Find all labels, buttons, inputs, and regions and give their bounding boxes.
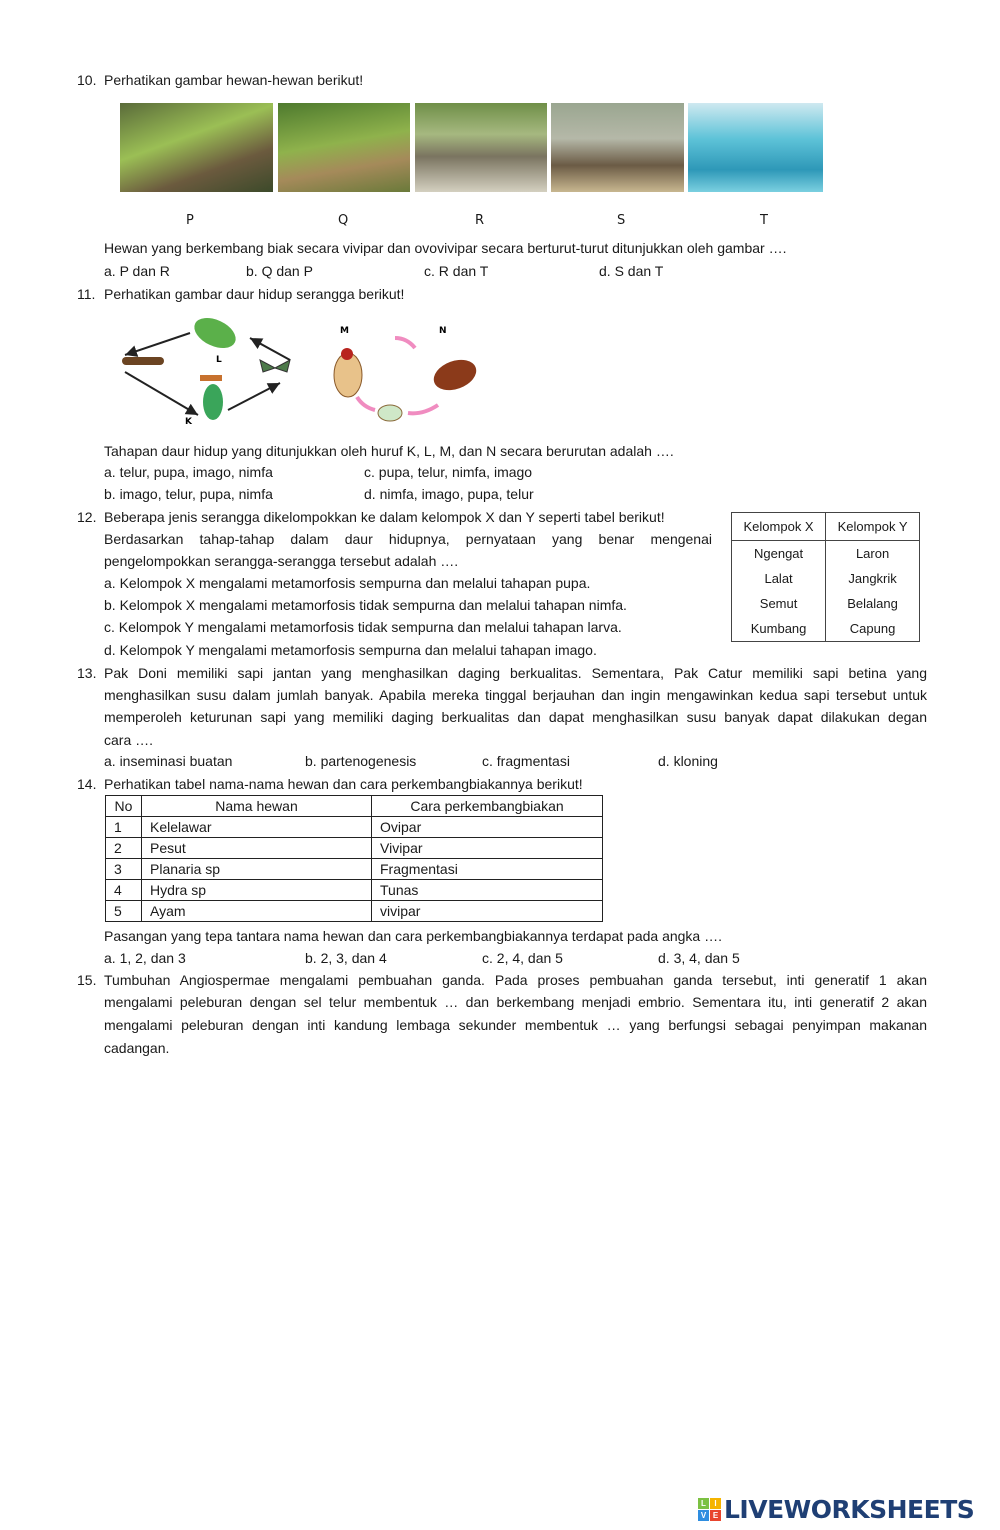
image-label-r: R <box>475 213 485 228</box>
q10-option-c[interactable]: c. R dan T <box>424 263 489 279</box>
q15-line-3: mengalami peleburan dengan inti kandung lembaga sekunder membentuk … yang berfungsi sebagai penyimpan makanan <box>104 1017 927 1033</box>
duck-image <box>551 103 684 192</box>
q11-option-d[interactable]: d. nimfa, imago, pupa, telur <box>364 486 534 502</box>
q12-option-d[interactable]: d. Kelompok Y mengalami metamorfosis sempurna dan melalui tahapan imago. <box>104 642 597 658</box>
q15-line-4: cadangan. <box>104 1040 170 1056</box>
label-m: M <box>340 326 349 336</box>
seal-image <box>688 103 823 192</box>
q15-line-2: mengalami peleburan dengan sel telur membentuk … dan berkembang menjadi embrio. Sementara itu, inti generatif 2 akan <box>104 994 927 1010</box>
q11-option-c[interactable]: c. pupa, telur, nimfa, imago <box>364 464 533 480</box>
cell: Kumbang <box>732 616 826 642</box>
cell: Laron <box>826 541 920 567</box>
table-row <box>106 838 603 859</box>
q11-option-a[interactable]: a. telur, pupa, imago, nimfa <box>104 464 273 480</box>
cell: Belalang <box>826 591 920 616</box>
image-label-q: Q <box>338 213 349 228</box>
q14-option-c[interactable]: c. 2, 4, dan 5 <box>482 950 563 966</box>
cell: 3 <box>106 859 142 880</box>
q11-option-b[interactable]: b. imago, telur, pupa, nimfa <box>104 486 273 502</box>
table-row <box>732 591 920 616</box>
q13-option-b[interactable]: b. partenogenesis <box>305 753 417 769</box>
table-row <box>732 541 920 567</box>
animal-reproduction-table <box>105 795 603 922</box>
q13-number: 13. <box>77 665 97 681</box>
cell: Fragmentasi <box>372 859 603 880</box>
table-row <box>106 880 603 901</box>
q12-line-3: pengelompokkan serangga-serangga tersebut adalah …. <box>104 553 459 569</box>
label-n: N <box>439 326 447 336</box>
q12-number: 12. <box>77 509 97 525</box>
q10-option-d[interactable]: d. S dan T <box>599 263 664 279</box>
table-row <box>106 817 603 838</box>
q11-question: Tahapan daur hidup yang ditunjukkan oleh huruf K, L, M, dan N secara berurutan adalah …. <box>104 443 674 459</box>
image-label-p: P <box>186 213 194 228</box>
cell: Tunas <box>372 880 603 901</box>
cell: Lalat <box>732 566 826 591</box>
q13-line-3: memperoleh keturunan sapi yang memiliki daging berkualitas dan dapat menghasilkan susu banyak dapat dilakukan degan <box>104 709 927 725</box>
q14-option-b[interactable]: b. 2, 3, dan 4 <box>305 950 387 966</box>
q14-option-a[interactable]: a. 1, 2, dan 3 <box>104 950 186 966</box>
q13-option-a[interactable]: a. inseminasi buatan <box>104 753 233 769</box>
header-kelompok-x: Kelompok X <box>732 513 826 541</box>
cell: Jangkrik <box>826 566 920 591</box>
table-row <box>106 859 603 880</box>
cell: Ngengat <box>732 541 826 567</box>
insect-group-table <box>731 512 920 642</box>
q13-option-d[interactable]: d. kloning <box>658 753 718 769</box>
civet-image <box>278 103 410 192</box>
q13-line-2: menghasilkan susu dalam jumlah banyak. Apabila mereka tinggal berjauhan dan ingin mengawinkan kedua sapi tersebut untuk <box>104 687 927 703</box>
header-cara: Cara perkembangbiakan <box>372 796 603 817</box>
q12-line-2: Berdasarkan tahap-tahap dalam daur hidupnya, pernyataan yang benar mengenai <box>104 531 712 547</box>
image-label-t: T <box>760 213 768 228</box>
q11-prompt: Perhatikan gambar daur hidup serangga berikut! <box>104 286 405 302</box>
cell: Semut <box>732 591 826 616</box>
badge-letter: I <box>710 1498 721 1509</box>
complete-metamorphosis-cycle <box>122 312 290 427</box>
cell: Kelelawar <box>142 817 372 838</box>
live-badge-icon <box>698 1498 721 1521</box>
q10-number: 10. <box>77 72 97 88</box>
header-nama-hewan: Nama hewan <box>142 796 372 817</box>
cell: Hydra sp <box>142 880 372 901</box>
crocodile-image <box>415 103 547 192</box>
egg-on-leaf-icon <box>190 312 241 354</box>
egg-case-icon <box>378 405 402 421</box>
cell: Vivipar <box>372 838 603 859</box>
image-label-s: S <box>617 213 626 228</box>
pupa-icon <box>203 384 223 420</box>
header-kelompok-y: Kelompok Y <box>826 513 920 541</box>
q10-option-b[interactable]: b. Q dan P <box>246 263 313 279</box>
q13-option-c[interactable]: c. fragmentasi <box>482 753 570 769</box>
q14-question: Pasangan yang tepa tantara nama hewan dan cara perkembangbiakannya terdapat pada angka …. <box>104 928 722 944</box>
cell: vivipar <box>372 901 603 922</box>
q14-prompt: Perhatikan tabel nama-nama hewan dan cara perkembangbiakannya berikut! <box>104 776 583 792</box>
cell: Capung <box>826 616 920 642</box>
q10-prompt: Perhatikan gambar hewan-hewan berikut! <box>104 72 364 88</box>
badge-letter: V <box>698 1510 709 1521</box>
badge-letter: E <box>710 1510 721 1521</box>
cell: 1 <box>106 817 142 838</box>
q11-number: 11. <box>77 286 96 302</box>
q13-line-1: Pak Doni memiliki sapi jantan yang menghasilkan daging berkualitas. Sementara, Pak Catur memiliki sapi betina yang <box>104 665 927 681</box>
cockroach-icon <box>430 354 481 395</box>
q14-option-d[interactable]: d. 3, 4, dan 5 <box>658 950 740 966</box>
caterpillar-icon <box>122 357 164 365</box>
q10-question: Hewan yang berkembang biak secara vivipar dan ovovivipar secara berturut-turut ditunjukkan oleh gambar …. <box>104 240 787 256</box>
q13-line-4: cara …. <box>104 732 154 748</box>
cell: Ovipar <box>372 817 603 838</box>
table-row <box>106 901 603 922</box>
life-cycle-diagram <box>110 310 490 435</box>
cell: 4 <box>106 880 142 901</box>
liveworksheets-logo <box>698 1494 974 1524</box>
label-l: L <box>216 355 222 365</box>
cell: 2 <box>106 838 142 859</box>
table-row <box>732 566 920 591</box>
header-no: No <box>106 796 142 817</box>
q14-number: 14. <box>77 776 97 792</box>
q12-option-c[interactable]: c. Kelompok Y mengalami metamorfosis tidak sempurna dan melalui tahapan larva. <box>104 619 622 635</box>
logo-text: LIVEWORKSHEETS <box>724 1494 975 1524</box>
q12-option-b[interactable]: b. Kelompok X mengalami metamorfosis tidak sempurna dan melalui tahapan nimfa. <box>104 597 627 613</box>
cell: Ayam <box>142 901 372 922</box>
incomplete-metamorphosis-cycle <box>334 326 480 421</box>
q15-number: 15. <box>77 972 97 988</box>
label-k: K <box>185 417 192 427</box>
badge-letter: L <box>698 1498 709 1509</box>
q15-line-1: Tumbuhan Angiospermae mengalami pembuahan ganda. Pada proses pembuahan ganda tersebut, inti generatif 1 akan <box>104 972 927 988</box>
cell: 5 <box>106 901 142 922</box>
q12-line-1: Beberapa jenis serangga dikelompokkan ke dalam kelompok X dan Y seperti tabel berikut! <box>104 509 665 525</box>
q12-option-a[interactable]: a. Kelompok X mengalami metamorfosis sempurna dan melalui tahapan pupa. <box>104 575 591 591</box>
cell: Planaria sp <box>142 859 372 880</box>
butterfly-icon <box>260 360 290 372</box>
cell: Pesut <box>142 838 372 859</box>
lizard-image <box>120 103 273 192</box>
table-row <box>732 616 920 642</box>
q10-option-a[interactable]: a. P dan R <box>104 263 170 279</box>
